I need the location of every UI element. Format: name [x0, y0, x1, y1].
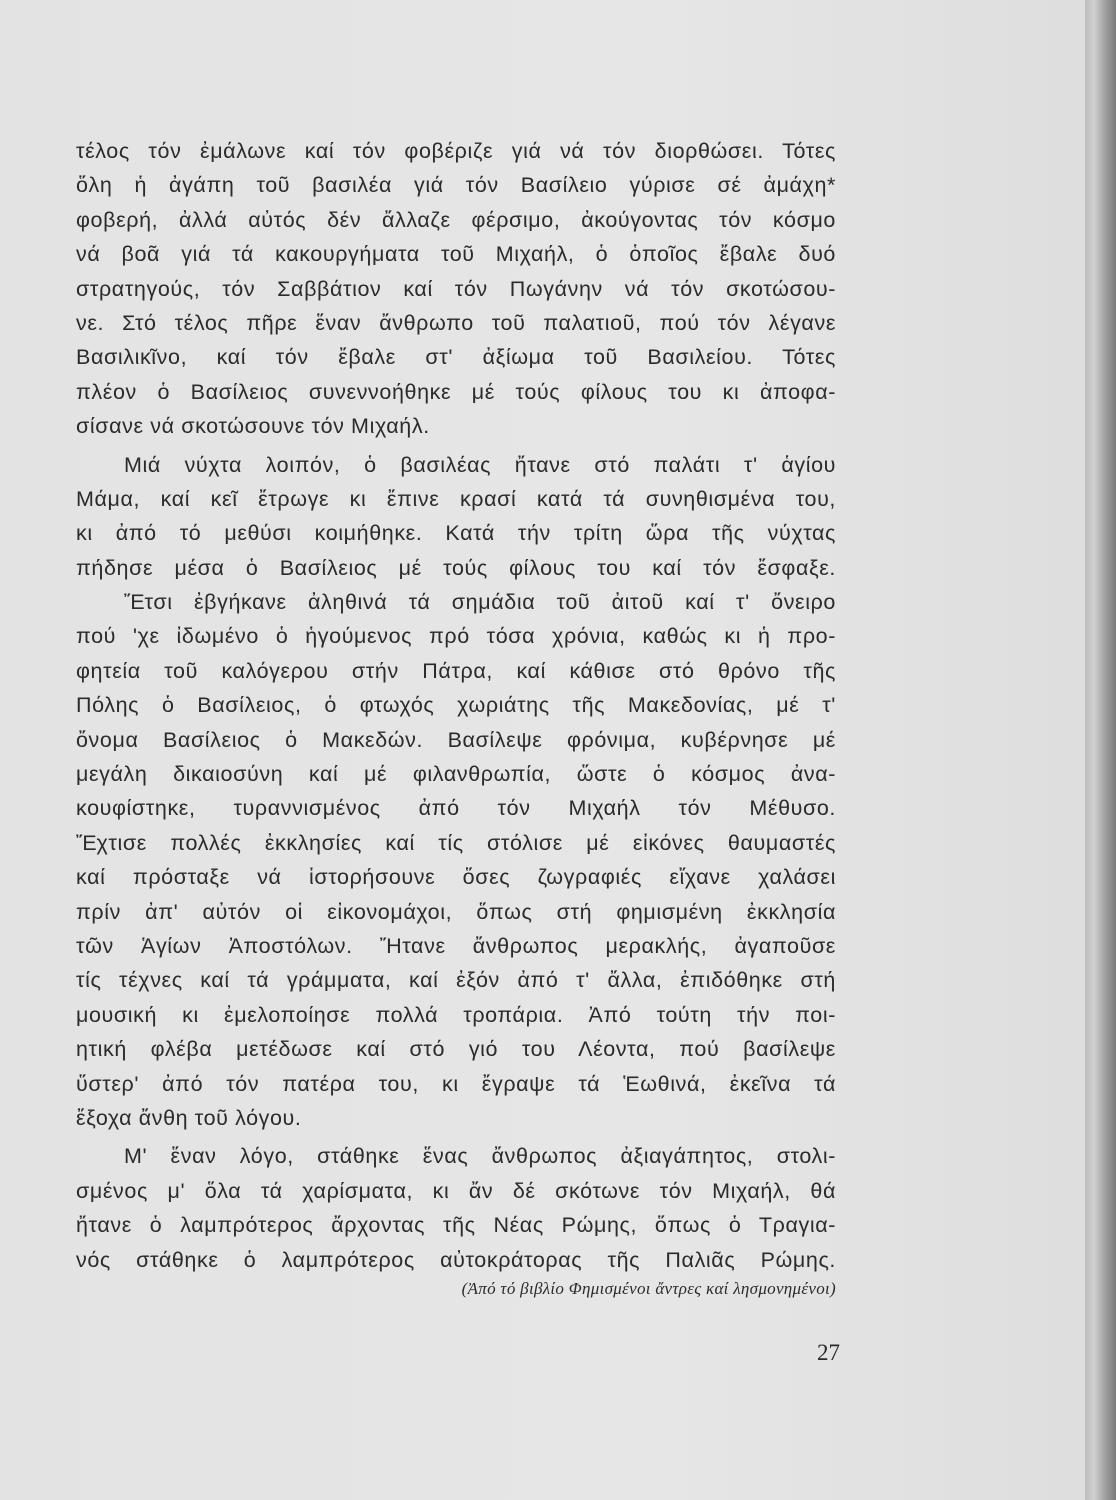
- text-line: νός στάθηκε ὁ λαμπρότερος αὐτοκράτορας τῆς Παλιᾶς Ρώμης.: [76, 1247, 836, 1272]
- text-line: μουσική κι ἐμελοποίησε πολλά τροπάρια. Ἀπό τούτη τήν ποι-: [76, 1002, 836, 1027]
- text-line: νε. Στό τέλος πῆρε ἕναν ἄνθρωπο τοῦ παλατιοῦ, πού τόν λέγανε: [76, 310, 836, 335]
- body-text: [76, 134, 836, 1299]
- text-line: νά βοᾶ γιά τά κακουργήματα τοῦ Μιχαήλ, ὁ ὁποῖος ἔβαλε δυό: [76, 242, 836, 267]
- text-line: ὅλη ἡ ἀγάπη τοῦ βασιλέα γιά τόν Βασίλειο γύρισε σέ ἀμάχη*: [76, 173, 836, 198]
- text-line: σίσανε νά σκοτώσουνε τόν Μιχαήλ.: [76, 414, 430, 439]
- paragraph-4: [76, 1139, 836, 1277]
- paragraph-3: [76, 585, 836, 1135]
- text-line: τῶν Ἁγίων Ἀποστόλων. Ἤτανε ἄνθρωπος μερακλής, ἀγαποῦσε: [76, 933, 836, 958]
- text-line: σμένος μ' ὅλα τά χαρίσματα, κι ἄν δέ σκότωνε τόν Μιχαήλ, θά: [76, 1178, 836, 1203]
- text-line: πήδησε μέσα ὁ Βασίλειος μέ τούς φίλους του καί τόν ἔσφαξε.: [76, 555, 836, 580]
- text-line: ἤτανε ὁ λαμπρότερος ἄρχοντας τῆς Νέας Ρώμης, ὅπως ὁ Τραγια-: [76, 1213, 836, 1238]
- text-line: κουφίστηκε, τυραννισμένος ἀπό τόν Μιχαήλ τόν Μέθυσο.: [76, 796, 836, 821]
- text-line: φοβερή, ἀλλά αὐτός δέν ἄλλαζε φέρσιμο, ἀκούγοντας τόν κόσμο: [76, 207, 836, 232]
- text-line: Μ' ἕναν λόγο, στάθηκε ἕνας ἄνθρωπος ἀξιαγάπητος, στολι-: [124, 1144, 836, 1169]
- text-line: κι ἀπό τό μεθύσι κοιμήθηκε. Κατά τήν τρίτη ὥρα τῆς νύχτας: [76, 521, 836, 546]
- text-line: Πόλης ὁ Βασίλειος, ὁ φτωχός χωριάτης τῆς Μακεδονίας, μέ τ': [76, 693, 836, 718]
- text-line: ὄνομα Βασίλειος ὁ Μακεδών. Βασίλεψε φρόνιμα, κυβέρνησε μέ: [76, 727, 836, 752]
- page-edge: [1085, 0, 1116, 1500]
- text-line: φητεία τοῦ καλόγερου στήν Πάτρα, καί κάθισε στό θρόνο τῆς: [76, 658, 836, 683]
- page-number: 27: [817, 1340, 840, 1365]
- text-line: πού 'χε ἰδωμένο ὁ ἡγούμενος πρό τόσα χρόνια, καθώς κι ἡ προ-: [76, 624, 836, 649]
- text-line: Μιά νύχτα λοιπόν, ὁ βασιλέας ἤτανε στό παλάτι τ' ἁγίου: [124, 452, 836, 477]
- text-line: πλέον ὁ Βασίλειος συνεννοήθηκε μέ τούς φίλους του κι ἀποφα-: [76, 379, 836, 404]
- text-line: μεγάλη δικαιοσύνη καί μέ φιλανθρωπία, ὥστε ὁ κόσμος ἀνα-: [76, 762, 836, 787]
- text-line: τίς τέχνες καί τά γράμματα, καί ἐξόν ἀπό τ' ἄλλα, ἐπιδόθηκε στή: [76, 968, 836, 993]
- text-line: Βασιλικῖνο, καί τόν ἔβαλε στ' ἀξίωμα τοῦ Βασιλείου. Τότες: [76, 345, 836, 370]
- text-line: πρίν ἀπ' αὐτόν οἱ εἰκονομάχοι, ὅπως στή φημισμένη ἐκκλησία: [76, 899, 836, 924]
- text-line: Ἔχτισε πολλές ἐκκλησίες καί τίς στόλισε μέ εἰκόνες θαυμαστές: [76, 830, 836, 855]
- text-line: ὕστερ' ἀπό τόν πατέρα του, κι ἔγραψε τά Ἑωθινά, ἐκεῖνα τά: [76, 1071, 836, 1096]
- text-line: ἔξοχα ἄνθη τοῦ λόγου.: [76, 1105, 302, 1130]
- paragraph-2: [76, 448, 836, 586]
- text-line: Μάμα, καί κεῖ ἔτρωγε κι ἔπινε κρασί κατά τά συνηθισμένα του,: [76, 486, 836, 511]
- text-line: τέλος τόν ἐμάλωνε καί τόν φοβέριζε γιά νά τόν διορθώσει. Τότες: [76, 139, 836, 163]
- source-citation: (Ἀπό τό βιβλίο Φημισμένοι ἄντρες καί λησμονημένοι): [461, 1278, 836, 1298]
- text-line: Ἔτσι ἐβγήκανε ἀληθινά τά σημάδια τοῦ ἀιτοῦ καί τ' ὄνειρο: [124, 590, 836, 615]
- text-line: ητική φλέβα μετέδωσε καί στό γιό του Λέοντα, πού βασίλεψε: [76, 1037, 836, 1062]
- text-line: στρατηγούς, τόν Σαββάτιον καί τόν Πωγάνην νά τόν σκοτώσου-: [76, 276, 836, 301]
- text-line: καί πρόσταξε νά ἱστορήσουνε ὅσες ζωγραφιές εἴχανε χαλάσει: [76, 865, 836, 890]
- paragraph-1: [76, 134, 836, 444]
